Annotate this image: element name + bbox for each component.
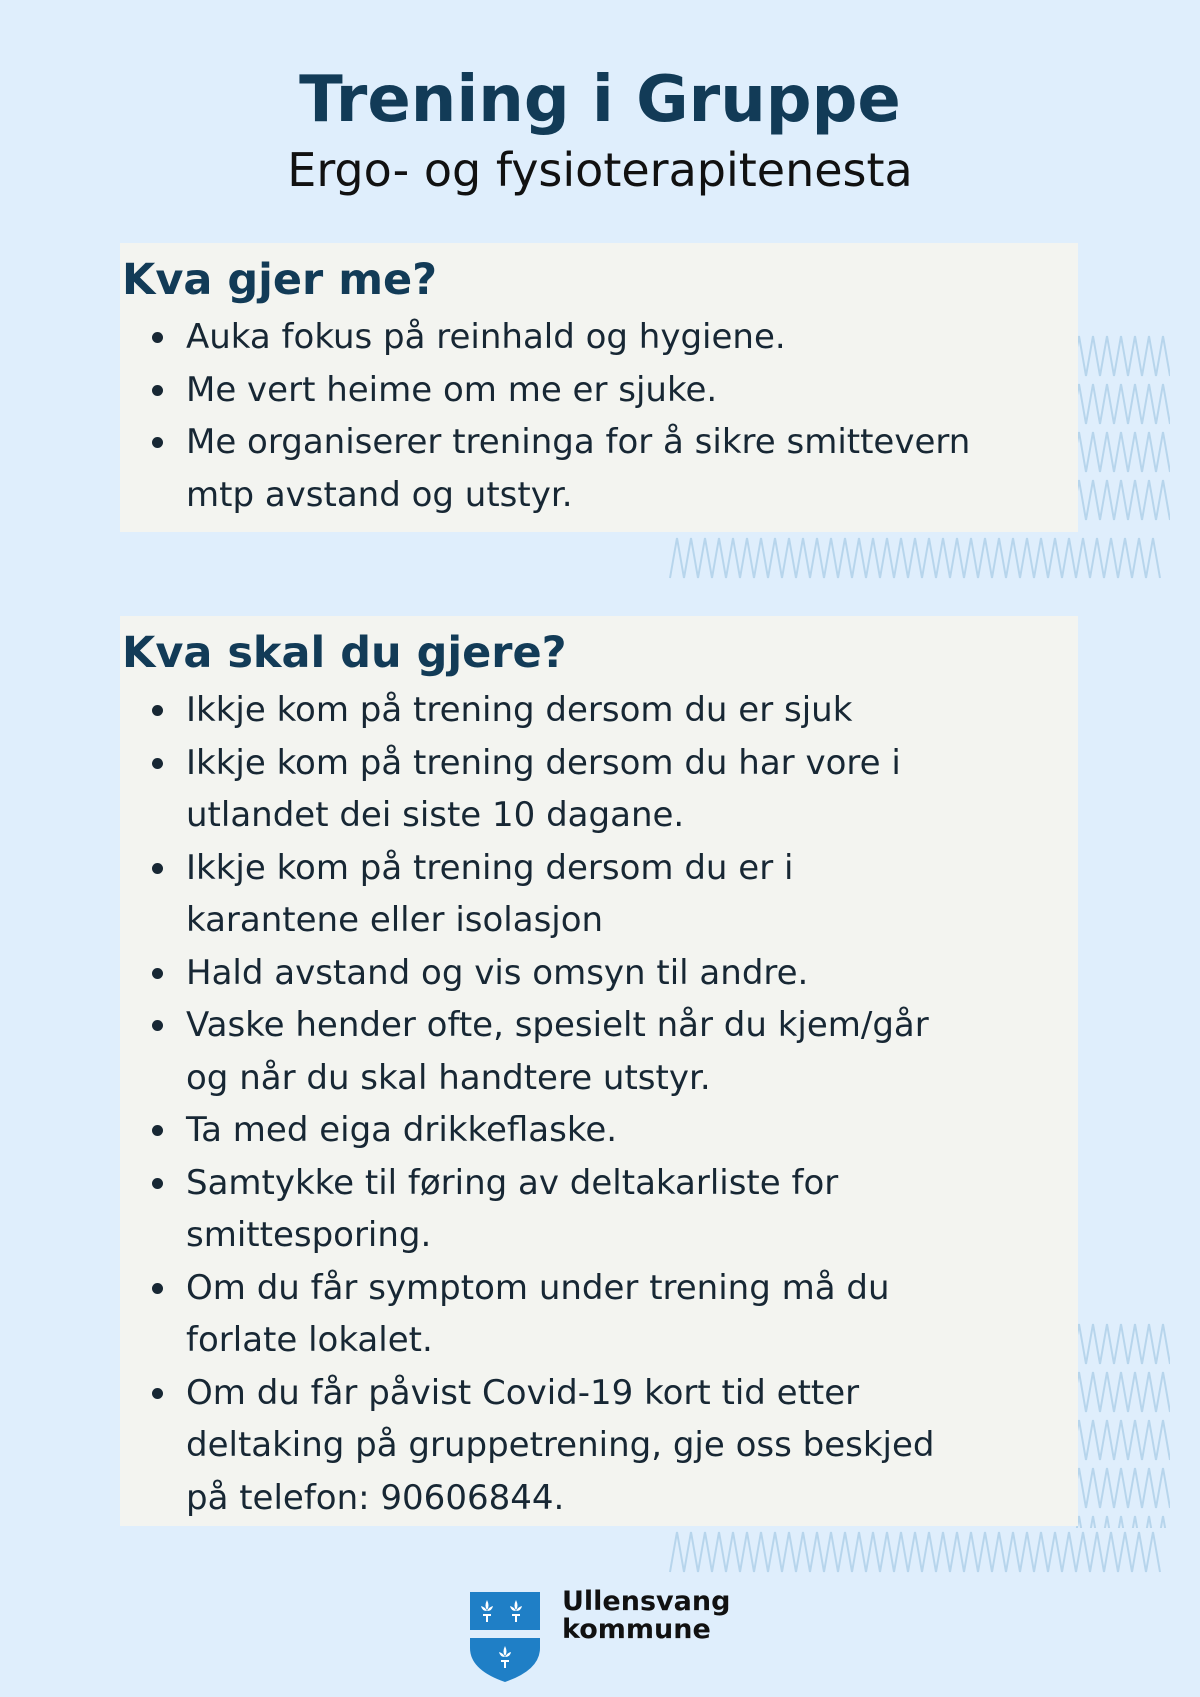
bullet-list xyxy=(122,311,1068,521)
list-item: Om du får symptom under trening må du forlate lokalet. xyxy=(122,1262,1068,1367)
list-item: Ikkje kom på trening dersom du er i karantene eller isolasjon xyxy=(122,842,1068,947)
list-item: Me organiserer treninga for å sikre smittevern mtp avstand og utstyr. xyxy=(122,416,1068,521)
bullet-icon xyxy=(152,758,163,769)
logo-line-2: kommune xyxy=(562,1614,711,1645)
bullet-icon xyxy=(152,1178,163,1189)
bullet-icon xyxy=(152,1020,163,1031)
list-item: Me vert heime om me er sjuke. xyxy=(122,364,1068,417)
bullet-icon xyxy=(152,968,163,979)
list-item: Om du får påvist Covid-19 kort tid etter deltaking på gruppetrening, gje oss beskjed på telefon: 90606844. xyxy=(122,1367,1068,1525)
list-item: Auka fokus på reinhald og hygiene. xyxy=(122,311,1068,364)
bullet-icon xyxy=(152,705,163,716)
zigzag-line xyxy=(1072,1468,1170,1508)
list-item: Ikkje kom på trening dersom du er sjuk xyxy=(122,684,1068,737)
bullet-icon xyxy=(152,1125,163,1136)
zigzag-line xyxy=(1072,1372,1170,1412)
section-heading: Kva skal du gjere? xyxy=(122,628,567,678)
section-what-we-do xyxy=(120,243,1078,532)
list-item: Ta med eiga drikkeflaske. xyxy=(122,1104,1068,1157)
bullet-icon xyxy=(152,437,163,448)
zigzag-line xyxy=(670,538,1160,578)
page-subtitle: Ergo- og fysioterapitenesta xyxy=(287,143,913,197)
zigzag-pattern-top-bottom xyxy=(668,532,1168,587)
municipality-name xyxy=(562,1588,730,1644)
bullet-icon xyxy=(152,1388,163,1399)
bullet-icon xyxy=(152,332,163,343)
logo-line-1: Ullensvang xyxy=(562,1586,731,1617)
list-item: Samtykke til føring av deltakarliste for smittesporing. xyxy=(122,1157,1068,1262)
zigzag-pattern-bottom xyxy=(1070,1318,1170,1528)
zigzag-line xyxy=(1072,1420,1170,1460)
bullet-icon xyxy=(152,1283,163,1294)
list-item: Hald avstand og vis omsyn til andre. xyxy=(122,947,1068,1000)
page-title: Trening i Gruppe xyxy=(299,63,901,137)
bullet-icon xyxy=(152,385,163,396)
bullet-icon xyxy=(152,863,163,874)
zigzag-line xyxy=(1072,1324,1170,1364)
zigzag-line xyxy=(1072,384,1170,424)
bullet-list xyxy=(122,684,1068,1524)
coat-of-arms-icon xyxy=(468,1590,542,1684)
page-header xyxy=(0,60,1200,198)
zigzag-line xyxy=(1072,432,1170,472)
zigzag-line xyxy=(670,1532,1160,1572)
section-what-you-do xyxy=(120,616,1078,1526)
list-item: Vaske hender ofte, spesielt når du kjem/går og når du skal handtere utstyr. xyxy=(122,999,1068,1104)
list-item: Ikkje kom på trening dersom du har vore i utlandet dei siste 10 dagane. xyxy=(122,737,1068,842)
zigzag-line xyxy=(1072,480,1170,520)
zigzag-pattern-bottom-bottom xyxy=(668,1526,1168,1581)
section-heading: Kva gjer me? xyxy=(122,255,438,305)
zigzag-line xyxy=(1072,336,1170,376)
zigzag-pattern-top xyxy=(1070,330,1170,530)
